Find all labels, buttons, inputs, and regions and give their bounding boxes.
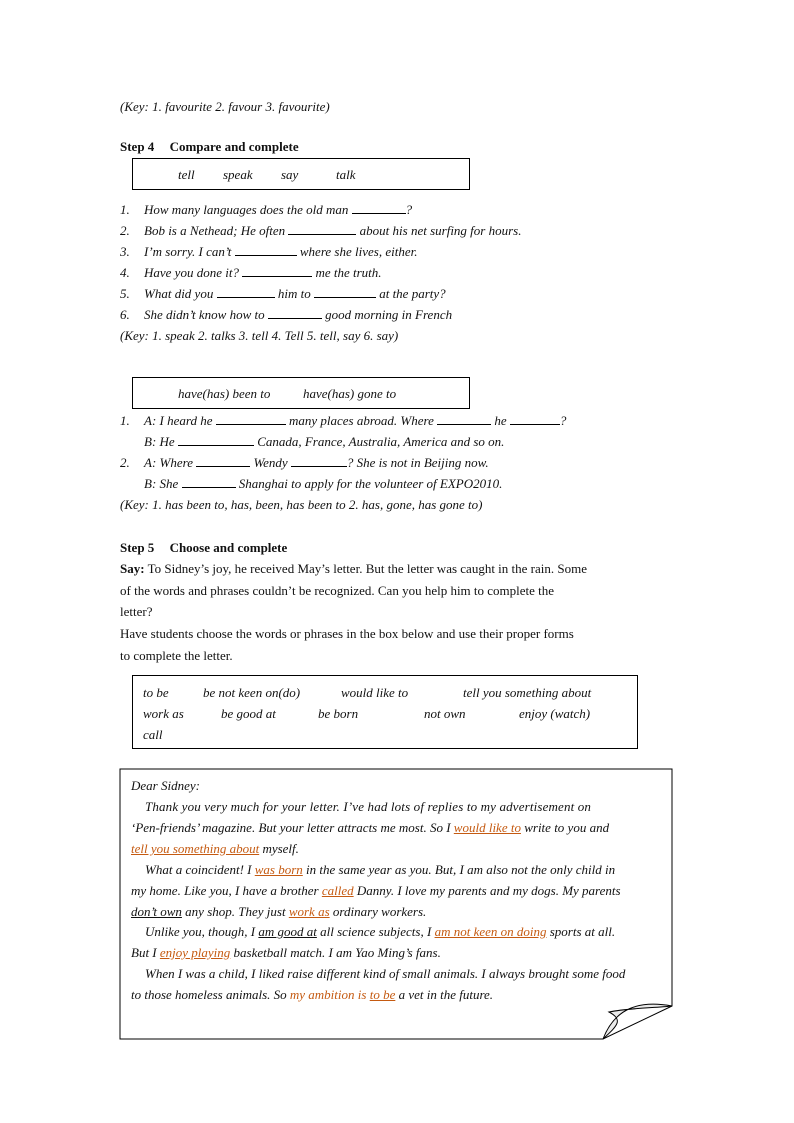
dialog-1-a [120, 413, 566, 429]
letter-text: But I [131, 945, 160, 960]
item-number: 3. [120, 244, 130, 259]
item-text: him to [274, 286, 314, 301]
letter-text: write to you and [520, 820, 610, 835]
step4-heading [120, 139, 299, 155]
say-text: To Sidney’s joy, he received May’s letter. But the letter was caught in the rain. Some [144, 561, 587, 576]
letter-answer: would like to [453, 820, 521, 835]
answer-blank[interactable] [352, 202, 406, 214]
item-text: about his net surfing for hours. [356, 223, 522, 238]
phrase-to-be: to be [143, 685, 169, 700]
letter-answer: am good at [258, 924, 317, 939]
letter-text: my home. Like you, I have a brother [131, 883, 322, 898]
phrase-be-born: be born [318, 706, 359, 721]
dialog-2-a [120, 455, 489, 471]
phrase-not-own: not own [424, 706, 466, 721]
item-text: good morning in French [321, 307, 453, 322]
item-text: Have you done it? [144, 265, 243, 280]
letter-answer: called [321, 883, 354, 898]
answer-blank[interactable] [268, 307, 322, 319]
item-text: where she lives, either. [296, 244, 418, 259]
answer-blank[interactable] [196, 455, 250, 467]
key-line-3: (Key: 1. has been to, has, been, has been to 2. has, gone, has gone to) [120, 497, 483, 512]
letter-answer: tell you something about [131, 841, 260, 856]
letter-answer: enjoy playing [159, 945, 231, 960]
word-speak: speak [223, 167, 253, 182]
letter-p4-l1: When I was a child, I liked raise different kind of small animals. I always brought some food [145, 966, 626, 981]
exercise-item-6 [120, 307, 452, 323]
item-text: Shanghai to apply for the volunteer of EXPO2010. [235, 476, 503, 491]
step4-label: Step 4 [120, 139, 155, 154]
exercise-item-5 [120, 286, 446, 302]
step5-label: Step 5 [120, 540, 155, 555]
say-line-1 [120, 561, 587, 577]
answer-blank[interactable] [235, 244, 297, 256]
letter-text: ordinary workers. [329, 904, 427, 919]
say-line-3: letter? [120, 604, 153, 619]
item-text: ? [405, 202, 413, 217]
phrase-enjoy-watch: enjoy (watch) [519, 706, 591, 721]
item-text: How many languages does the old man [144, 202, 352, 217]
exercise-item-3 [120, 244, 417, 260]
item-text: at the party? [375, 286, 446, 301]
letter-text: What a coincident! I [145, 862, 255, 877]
item-text: Wendy [250, 455, 291, 470]
answer-blank[interactable] [291, 455, 347, 467]
instruction-line-2: to complete the letter. [120, 648, 233, 663]
letter-p2-l3 [131, 904, 426, 920]
say-label: Say: [120, 561, 145, 576]
item-text: me the truth. [312, 265, 382, 280]
word-box-phrases [132, 675, 638, 749]
step4-title: Compare and complete [169, 139, 299, 154]
letter-text: Danny. I love my parents and my dogs. My parents [353, 883, 621, 898]
key-line-2: (Key: 1. speak 2. talks 3. tell 4. Tell 5. tell, say 6. say) [120, 328, 399, 343]
item-number: 2. [120, 223, 130, 238]
letter-text: basketball match. I am Yao Ming’s fans. [230, 945, 441, 960]
phrase-tell-you-something: tell you something about [463, 685, 592, 700]
letter-answer: to be [369, 987, 396, 1002]
letter-text: a vet in the future. [395, 987, 494, 1002]
letter-text: ‘Pen-friends’ magazine. But your letter attracts me most. So I [131, 820, 454, 835]
answer-blank[interactable] [242, 265, 312, 277]
phrase-be-not-keen-on: be not keen on(do) [203, 685, 301, 700]
item-number: 4. [120, 265, 130, 280]
instruction-line-1: Have students choose the words or phrases in the box below and use their proper forms [120, 626, 574, 641]
item-number: 1. [120, 413, 130, 428]
answer-blank[interactable] [288, 223, 356, 235]
letter-text: to those homeless animals. So [131, 987, 290, 1002]
word-talk: talk [336, 167, 356, 182]
dialog-2-b [144, 476, 502, 492]
word-say: say [281, 167, 299, 182]
item-number: 5. [120, 286, 130, 301]
exercise-item-2 [120, 223, 521, 239]
letter-answer: work as [288, 904, 330, 919]
item-text: ? [559, 413, 567, 428]
answer-blank[interactable] [182, 476, 236, 488]
letter-text: in the same year as you. But, I am also not the only child in [302, 862, 616, 877]
letter-greeting: Dear Sidney: [131, 778, 200, 793]
answer-blank[interactable] [178, 434, 254, 446]
step5-title: Choose and complete [169, 540, 288, 555]
word-tell: tell [178, 167, 195, 182]
item-text: he [491, 413, 510, 428]
letter-p1-l3 [131, 841, 299, 857]
letter-answer: my ambition is [289, 987, 367, 1002]
item-text: ? She is not in Beijing now. [346, 455, 489, 470]
letter-p2-l1 [145, 862, 615, 878]
phrase-would-like-to: would like to [341, 685, 409, 700]
letter-p1-l1: Thank you very much for your letter. I’ve had lots of replies to my advertisement on [145, 799, 592, 814]
item-text: I’m sorry. I can’t [144, 244, 235, 259]
letter-p2-l2 [131, 883, 621, 899]
letter-text: all science subjects, I [316, 924, 435, 939]
step5-heading [120, 540, 287, 556]
letter-p3-l1 [145, 924, 615, 940]
item-number: 2. [120, 455, 130, 470]
say-line-2: of the words and phrases couldn’t be recognized. Can you help him to complete the [120, 583, 555, 598]
answer-blank[interactable] [217, 286, 275, 298]
item-text: She didn’t know how to [144, 307, 268, 322]
answer-blank[interactable] [510, 413, 560, 425]
answer-blank[interactable] [216, 413, 286, 425]
item-text: A: Where [144, 455, 197, 470]
phrase-have-been-to: have(has) been to [178, 386, 271, 401]
word-box-have-been-gone [132, 377, 470, 409]
letter-text: any shop. They just [181, 904, 289, 919]
item-text: Bob is a Nethead; He often [144, 223, 289, 238]
letter-p3-l2 [131, 945, 441, 961]
dialog-1-b [144, 434, 504, 450]
item-number: 1. [120, 202, 130, 217]
item-text: A: I heard he [144, 413, 216, 428]
item-text: B: He [144, 434, 178, 449]
phrase-work-as: work as [143, 706, 184, 721]
phrase-be-good-at: be good at [221, 706, 276, 721]
letter-p4-l2 [131, 987, 493, 1003]
item-text: Canada, France, Australia, America and so on. [253, 434, 505, 449]
phrase-call: call [143, 727, 163, 742]
answer-blank[interactable] [314, 286, 376, 298]
answer-blank[interactable] [437, 413, 491, 425]
exercise-item-1 [120, 202, 412, 218]
letter-answer: am not keen on doing [434, 924, 547, 939]
letter-answer: was born [254, 862, 303, 877]
item-text: many places abroad. Where [285, 413, 438, 428]
item-text: What did you [144, 286, 217, 301]
letter-text: Unlike you, though, I [145, 924, 259, 939]
item-number: 6. [120, 307, 130, 322]
letter-text: myself. [259, 841, 299, 856]
letter-answer: don’t own [131, 904, 182, 919]
letter-p1-l2 [131, 820, 609, 836]
phrase-have-gone-to: have(has) gone to [303, 386, 397, 401]
item-text: B: She [144, 476, 182, 491]
exercise-item-4 [120, 265, 382, 281]
key-line-1: (Key: 1. favourite 2. favour 3. favourite) [120, 99, 330, 114]
word-box-verbs [132, 158, 470, 190]
letter-text: sports at all. [546, 924, 616, 939]
